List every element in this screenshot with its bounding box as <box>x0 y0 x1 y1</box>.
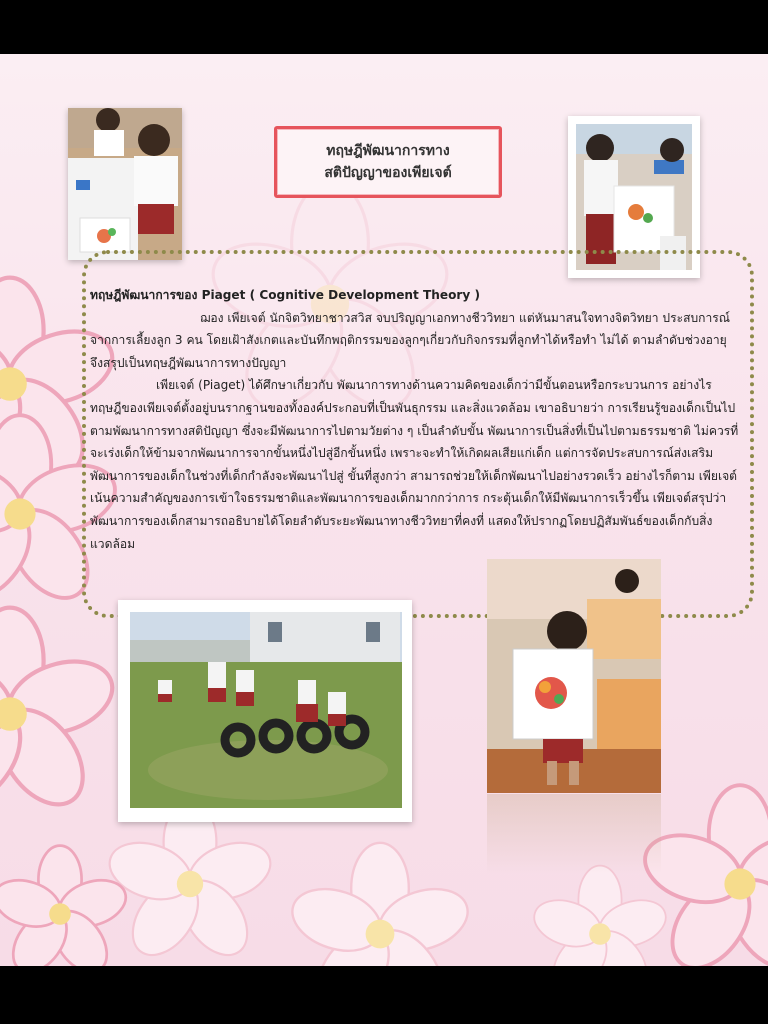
document-page <box>0 54 768 966</box>
child-drawing-photo-top-left <box>68 108 182 260</box>
paragraph-1: ฌอง เพียเจต์ นักจิตวิทยาชาวสวิส จบปริญญาเอกทางชีววิทยา แต่หันมาสนใจทางจิตวิทยา ประสบการณ์จากการเลี้ยงลูก 3 คน โดยเฝ้าสังเกตและบันทึกพฤติกรรมของลูกๆเกี่ยวกับกิจกรรมที่ลูกทำได้หรือทำ ไม่ได้ ตามลำดับช่วงอายุ จึงสรุปเป็นทฤษฎีพัฒนาการทางปัญญา <box>90 310 730 370</box>
child-holding-artwork-photo <box>487 559 661 793</box>
flower-bottom-1 <box>102 800 277 966</box>
flower-bottom-3 <box>528 866 671 966</box>
bottom-black-bar <box>0 966 768 1024</box>
title-line-2: สติปัญญาของเพียเจต์ <box>324 165 452 181</box>
paragraph-2: เพียเจต์ (Piaget) ได้ศึกษาเกี่ยวกับ พัฒนาการทางด้านความคิดของเด็กว่ามีขั้นตอนหรือกระบวนการ อย่างไร ทฤษฎีของเพียเจต์ตั้งอยู่บนรากฐานของทั้งองค์ประกอบที่เป็นพันธุกรรม และสิ่งแวดล้อม เขาอธิบายว่า การเรียนรู้ของเด็กเป็นไปตามพัฒนาการทางสติปัญญา ซึ่งจะมีพัฒนาการไปตามวัยต่าง ๆ เป็นลำดับขั้น พัฒนาการเป็นสิ่งที่เป็นไปตามธรรมชาติ ไม่ควรที่จะเร่งเด็กให้ข้ามจากพัฒนาการจากขั้นหนึ่งไปสู่อีกขั้นหนึ่ง เพราะจะทำให้เกิดผลเสียแก่เด็ก แต่การจัดประสบการณ์ส่งเสริมพัฒนาการของเด็กในช่วงที่เด็กกำลังจะพัฒนาไปสู่ ขั้นที่สูงกว่า สามารถช่วยให้เด็กพัฒนาไปอย่างรวดเร็ว อย่างไรก็ตาม เพียเจต์เน้นความสำคัญของการเข้าใจธรรมชาติและพัฒนาการของเด็กมากกว่าการ กระตุ้นเด็กให้มีพัฒนาการเร็วขึ้น เพียเจต์สรุปว่า พัฒนาการของเด็กสามารถอธิบายได้โดยลำดับระยะพัฒนาทางชีววิทยาที่คงที่ แสดงให้ปรากฏโดยปฏิสัมพันธ์ของเด็กกับสิ่งแวดล้อม <box>90 378 739 551</box>
title-line-1: ทฤษฎีพัฒนาการทาง <box>326 143 450 159</box>
flower-left-3 <box>0 608 122 820</box>
photo-reflection <box>487 794 661 874</box>
children-playground-tires-photo <box>118 600 412 822</box>
title-box <box>274 126 502 198</box>
body-heading: ทฤษฎีพัฒนาการของ Piaget ( Cognitive Development Theory ) <box>90 288 480 302</box>
body-text <box>90 284 740 555</box>
flower-bottom-2 <box>284 843 475 966</box>
top-black-bar <box>0 0 768 54</box>
